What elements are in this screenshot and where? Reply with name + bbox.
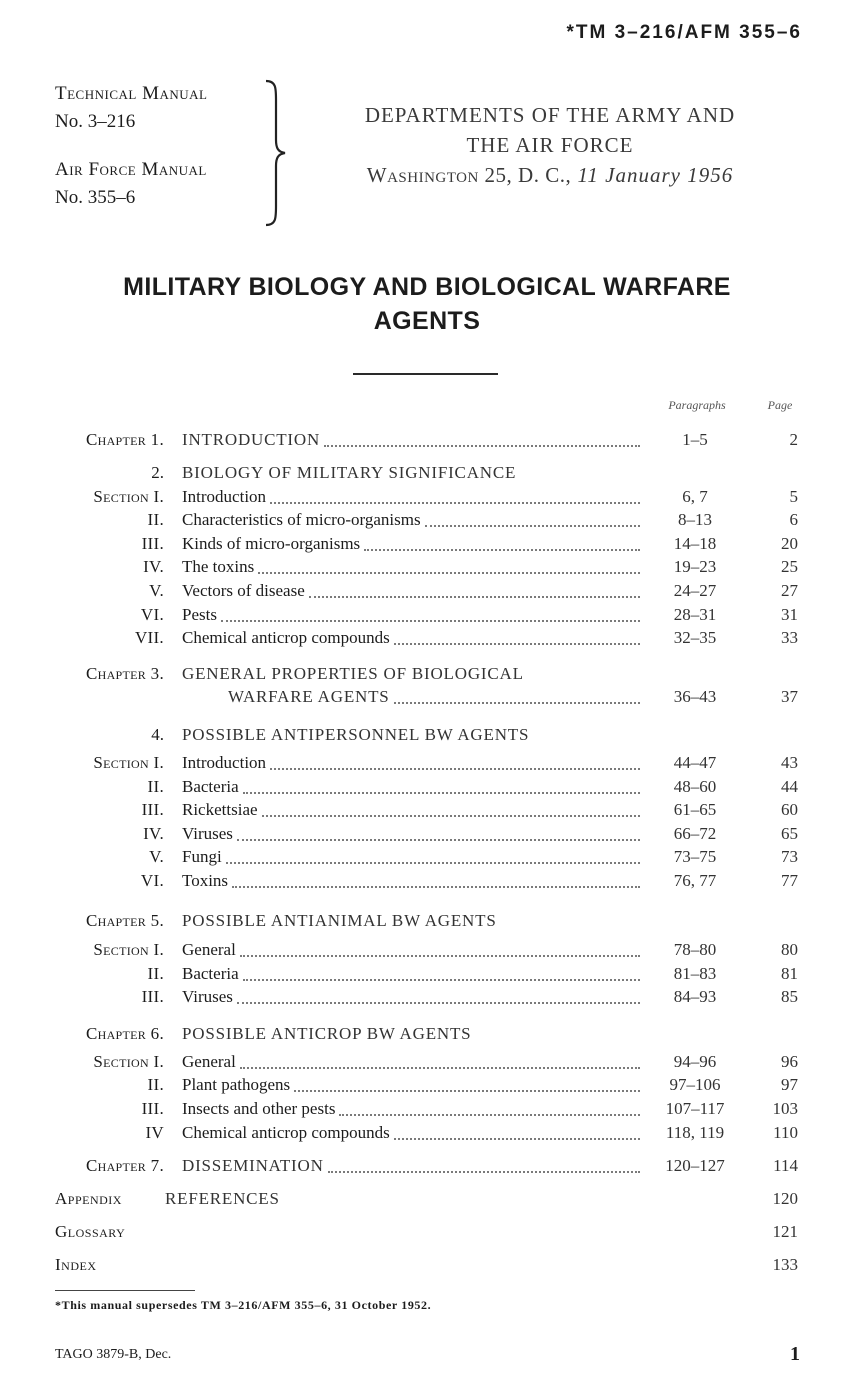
toc-heading-title: POSSIBLE ANTICROP BW AGENTS xyxy=(182,1024,472,1043)
toc-entry-title: WARFARE AGENTS xyxy=(228,687,390,706)
toc-page-number: 120 xyxy=(772,1189,798,1208)
toc-entry-label: V. xyxy=(149,847,164,866)
toc-paragraph-range: 28–31 xyxy=(673,605,717,624)
toc-heading-title: GENERAL PROPERTIES OF BIOLOGICAL xyxy=(182,664,524,683)
toc-entry-label: III. xyxy=(141,1099,164,1118)
toc-entry xyxy=(0,578,854,604)
toc-paragraph-range: 6, 7 xyxy=(682,487,708,506)
department-line-2: THE AIR FORCE xyxy=(466,133,634,157)
toc-entry-title: Pests xyxy=(182,605,217,624)
toc-dot-leader xyxy=(232,886,640,888)
toc-page-number: 77 xyxy=(781,871,798,890)
toc-heading xyxy=(0,908,854,934)
toc-heading-title: POSSIBLE ANTIANIMAL BW AGENTS xyxy=(182,911,497,930)
toc-entry-title: Viruses xyxy=(182,987,233,1006)
toc-entry-title: Introduction xyxy=(182,487,267,506)
toc-entry-label: Section I. xyxy=(93,753,164,772)
toc-dot-leader xyxy=(237,1002,640,1004)
toc-heading-title: BIOLOGY OF MILITARY SIGNIFICANCE xyxy=(182,463,517,482)
toc-entry-label: Appendix xyxy=(55,1189,122,1208)
toc-page-number: 96 xyxy=(781,1052,798,1071)
toc-entry-title: Chemical anticrop compounds xyxy=(182,1123,390,1142)
toc-dot-leader xyxy=(294,1090,640,1092)
toc-entry-label: 4. xyxy=(151,725,164,744)
toc-page-number: 20 xyxy=(781,534,798,553)
toc-dot-leader xyxy=(240,955,640,957)
page-number: 1 xyxy=(790,1343,800,1365)
toc-entry-title: INTRODUCTION xyxy=(182,430,321,449)
toc-dot-leader xyxy=(309,596,640,598)
toc-entry-label: III. xyxy=(141,534,164,553)
toc-entry-label: IV. xyxy=(143,824,164,843)
toc-paragraph-range: 78–80 xyxy=(673,940,717,959)
toc-page-number: 2 xyxy=(789,430,798,449)
toc-entry-label: IV. xyxy=(143,557,164,576)
toc-dot-leader xyxy=(425,525,640,527)
toc-paragraph-range: 84–93 xyxy=(673,987,717,1006)
toc-entry-title: General xyxy=(182,940,236,959)
department-date: 11 January 1956 xyxy=(577,163,734,187)
toc-entry-label: Section I. xyxy=(93,940,164,959)
toc-entry xyxy=(0,1120,854,1146)
toc-entry xyxy=(0,1186,854,1212)
toc-entry-title: Chemical anticrop compounds xyxy=(182,628,390,647)
toc-entry-label: Section I. xyxy=(93,1052,164,1071)
toc-paragraph-range: 24–27 xyxy=(673,581,717,600)
toc-page-number: 97 xyxy=(781,1075,798,1094)
toc-entry-label: II. xyxy=(147,964,164,983)
toc-entry-title: Insects and other pests xyxy=(182,1099,336,1118)
toc-entry-label: Chapter 6. xyxy=(85,1024,164,1043)
toc-entry-label: Chapter 7. xyxy=(85,1156,164,1175)
toc-entry-label: VII. xyxy=(134,628,164,647)
toc-page-number: 33 xyxy=(781,628,798,647)
footnote: *This manual supersedes TM 3–216/AFM 355–6, 31 October 1952. xyxy=(55,1298,432,1312)
technical-manual-label: Technical Manual xyxy=(55,83,208,104)
toc-entry xyxy=(0,1072,854,1098)
toc-entry-title: Introduction xyxy=(182,753,267,772)
toc-dot-leader xyxy=(324,445,640,447)
toc-entry xyxy=(0,1252,854,1278)
toc-entry-label: Chapter 3. xyxy=(85,664,164,683)
toc-dot-leader xyxy=(364,549,640,551)
toc-entry xyxy=(0,1153,854,1179)
toc-entry xyxy=(0,797,854,823)
toc-paragraph-range: 44–47 xyxy=(673,753,717,772)
toc-entry-label: 2. xyxy=(151,463,164,482)
toc-page-number: 85 xyxy=(781,987,798,1006)
toc-entry-title: Bacteria xyxy=(182,964,239,983)
toc-entry xyxy=(0,507,854,533)
toc-entry-label: III. xyxy=(141,800,164,819)
toc-entry xyxy=(0,684,854,710)
toc-page-number: 103 xyxy=(772,1099,798,1118)
toc-entry-title: The toxins xyxy=(182,557,255,576)
toc-page-number: 6 xyxy=(789,510,798,529)
toc-paragraph-range: 1–5 xyxy=(682,430,708,449)
air-force-manual-label: Air Force Manual xyxy=(55,159,207,180)
department-city: Washington 25, D. C., xyxy=(366,163,572,187)
title-line-1: MILITARY BIOLOGY AND BIOLOGICAL WARFARE xyxy=(123,273,731,301)
toc-entry-title: REFERENCES xyxy=(165,1189,280,1208)
air-force-manual-number: No. 355–6 xyxy=(55,187,136,208)
department-line-1: DEPARTMENTS OF THE ARMY AND xyxy=(364,103,736,127)
toc-entry-title: Kinds of micro-organisms xyxy=(182,534,361,553)
toc-dot-leader xyxy=(394,643,640,645)
toc-dot-leader xyxy=(221,620,640,622)
title-line-2: AGENTS xyxy=(373,307,481,335)
toc-dot-leader xyxy=(262,815,640,817)
toc-entry-label: II. xyxy=(147,777,164,796)
toc-paragraph-range: 94–96 xyxy=(673,1052,717,1071)
toc-page-number: 80 xyxy=(781,940,798,959)
toc-paragraph-range: 8–13 xyxy=(678,510,712,529)
toc-entry xyxy=(0,937,854,963)
toc-page-number: 133 xyxy=(772,1255,798,1274)
column-header-page: Page xyxy=(767,398,793,412)
toc-dot-leader xyxy=(226,862,640,864)
toc-entry-label: V. xyxy=(149,581,164,600)
toc-dot-leader xyxy=(240,1067,640,1069)
toc-page-number: 110 xyxy=(773,1123,798,1142)
toc-dot-leader xyxy=(270,768,640,770)
toc-page-number: 44 xyxy=(781,777,798,796)
toc-dot-leader xyxy=(258,572,640,574)
technical-manual-number: No. 3–216 xyxy=(55,111,136,132)
toc-paragraph-range: 19–23 xyxy=(673,557,717,576)
toc-entry-label: VI. xyxy=(140,605,164,624)
toc-paragraph-range: 48–60 xyxy=(673,777,717,796)
toc-dot-leader xyxy=(270,502,640,504)
toc-entry-title: Vectors of disease xyxy=(182,581,305,600)
toc-entry-label: Section I. xyxy=(93,487,164,506)
toc-dot-leader xyxy=(394,1138,640,1140)
toc-page-number: 43 xyxy=(781,753,798,772)
toc-entry-label: II. xyxy=(147,510,164,529)
toc-heading xyxy=(0,722,854,748)
toc-dot-leader xyxy=(339,1114,640,1116)
toc-heading xyxy=(0,1021,854,1047)
toc-dot-leader xyxy=(243,792,640,794)
toc-dot-leader xyxy=(243,979,640,981)
toc-entry-label: IV xyxy=(145,1123,164,1142)
toc-page-number: 73 xyxy=(781,847,798,866)
toc-entry-label: Chapter 5. xyxy=(85,911,164,930)
footnote-rule xyxy=(55,1290,195,1291)
toc-paragraph-range: 61–65 xyxy=(673,800,717,819)
toc-paragraph-range: 73–75 xyxy=(673,847,717,866)
toc-entry-title: Rickettsiae xyxy=(182,800,258,819)
toc-entry xyxy=(0,750,854,776)
toc-paragraph-range: 107–117 xyxy=(665,1099,725,1118)
toc-entry-label: II. xyxy=(147,1075,164,1094)
toc-paragraph-range: 118, 119 xyxy=(665,1123,725,1142)
toc-paragraph-range: 14–18 xyxy=(673,534,717,553)
toc-page-number: 114 xyxy=(773,1156,798,1175)
toc-entry-title: Viruses xyxy=(182,824,233,843)
toc-paragraph-range: 97–106 xyxy=(669,1075,721,1094)
toc-page-number: 60 xyxy=(781,800,798,819)
toc-entry xyxy=(0,984,854,1010)
toc-entry xyxy=(0,844,854,870)
toc-page-number: 27 xyxy=(781,581,798,600)
toc-entry-label: VI. xyxy=(140,871,164,890)
toc-paragraph-range: 81–83 xyxy=(673,964,717,983)
toc-paragraph-range: 120–127 xyxy=(665,1156,725,1175)
toc-entry-title: Bacteria xyxy=(182,777,239,796)
toc-dot-leader xyxy=(328,1171,640,1173)
toc-entry-title: Fungi xyxy=(182,847,222,866)
toc-entry-label: III. xyxy=(141,987,164,1006)
toc-entry-title: Toxins xyxy=(182,871,229,890)
toc-entry-title: General xyxy=(182,1052,236,1071)
toc-dot-leader xyxy=(394,702,640,704)
toc-page-number: 65 xyxy=(781,824,798,843)
toc-page-number: 25 xyxy=(781,557,798,576)
toc-entry xyxy=(0,1219,854,1245)
toc-entry xyxy=(0,554,854,580)
document-code: *TM 3–216/AFM 355–6 xyxy=(566,22,802,43)
toc-entry xyxy=(0,427,854,453)
toc-entry-title: Plant pathogens xyxy=(182,1075,291,1094)
toc-page-number: 81 xyxy=(781,964,798,983)
toc-dot-leader xyxy=(237,839,640,841)
toc-entry xyxy=(0,625,854,651)
toc-paragraph-range: 66–72 xyxy=(673,824,717,843)
toc-paragraph-range: 36–43 xyxy=(673,687,717,706)
toc-entry-label: Chapter 1. xyxy=(85,430,164,449)
toc-paragraph-range: 76, 77 xyxy=(673,871,717,890)
toc-entry-title: DISSEMINATION xyxy=(182,1156,324,1175)
column-header-paragraphs: Paragraphs xyxy=(668,398,726,412)
toc-page-number: 121 xyxy=(772,1222,798,1241)
tago-code: TAGO 3879-B, Dec. xyxy=(55,1347,172,1362)
toc-page-number: 37 xyxy=(781,687,798,706)
toc-entry xyxy=(0,868,854,894)
toc-heading xyxy=(0,460,854,486)
toc-heading-title: POSSIBLE ANTIPERSONNEL BW AGENTS xyxy=(182,725,530,744)
toc-entry-title: Characteristics of micro-organisms xyxy=(182,510,421,529)
toc-entry xyxy=(0,1096,854,1122)
toc-entry-label: Index xyxy=(55,1255,97,1274)
toc-page-number: 5 xyxy=(789,487,798,506)
toc-page-number: 31 xyxy=(781,605,798,624)
toc-entry-label: Glossary xyxy=(55,1222,126,1241)
toc-paragraph-range: 32–35 xyxy=(673,628,717,647)
